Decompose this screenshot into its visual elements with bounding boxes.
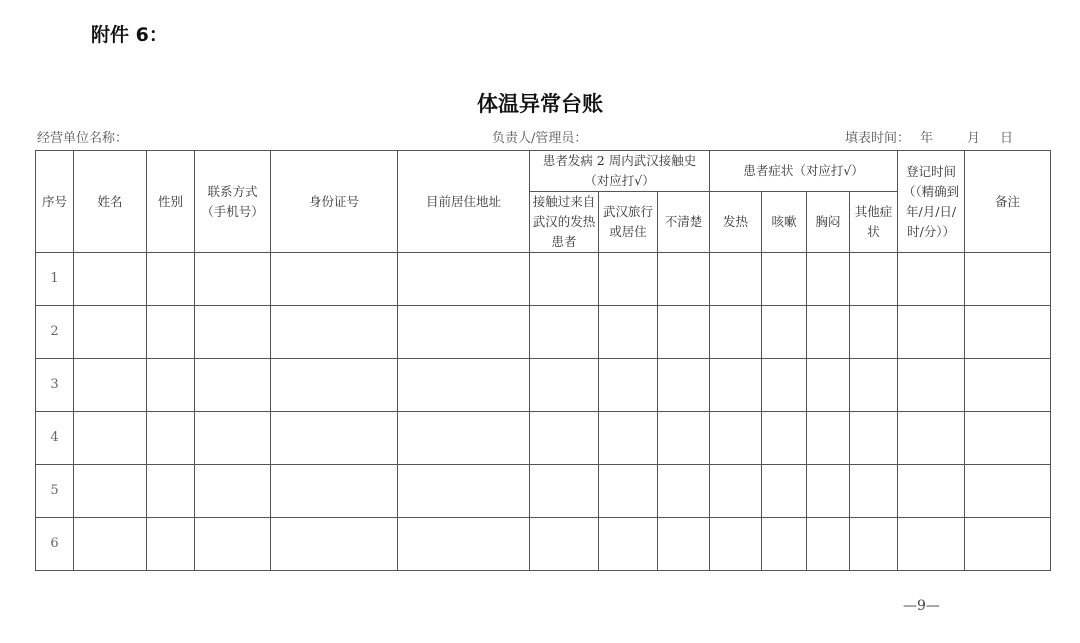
table-cell — [807, 306, 850, 359]
header-symptom-cough: 咳嗽 — [762, 192, 807, 253]
table-cell — [850, 465, 898, 518]
unit-name-field — [37, 127, 128, 146]
header-gender: 性别 — [147, 151, 195, 253]
header-symptoms: 患者症状（对应打√） — [710, 151, 898, 192]
table-cell — [850, 306, 898, 359]
table-cell — [850, 359, 898, 412]
row-seq-number: 4 — [36, 412, 74, 465]
table-cell — [807, 412, 850, 465]
table-cell — [898, 359, 965, 412]
header-history-wuhan-travel: 武汉旅行或居住 — [599, 192, 658, 253]
table-cell — [658, 412, 710, 465]
header-id-number: 身份证号 — [271, 151, 398, 253]
row-seq-number: 6 — [36, 518, 74, 571]
header-history-unclear: 不清楚 — [658, 192, 710, 253]
table-cell — [599, 412, 658, 465]
table-cell — [271, 412, 398, 465]
row-seq-number: 5 — [36, 465, 74, 518]
table-cell — [195, 412, 271, 465]
table-cell — [658, 253, 710, 306]
table-cell — [710, 253, 762, 306]
table-row — [36, 412, 1051, 465]
table-cell — [195, 253, 271, 306]
page-number: —9— — [903, 598, 940, 614]
table-cell — [530, 412, 599, 465]
header-address: 目前居住地址 — [398, 151, 530, 253]
table-cell — [195, 518, 271, 571]
table-cell — [850, 518, 898, 571]
table-cell — [147, 359, 195, 412]
table-cell — [965, 518, 1051, 571]
table-cell — [271, 306, 398, 359]
table-cell — [599, 518, 658, 571]
page-title: 体温异常台账 — [477, 92, 603, 116]
unit-name-label: 经营单位名称： — [37, 131, 129, 146]
table-cell — [398, 518, 530, 571]
table-cell — [898, 518, 965, 571]
month-label: 月 — [967, 131, 981, 146]
table-cell — [898, 306, 965, 359]
header-seq: 序号 — [36, 151, 74, 253]
table-cell — [762, 518, 807, 571]
header-row — [36, 151, 1051, 192]
table-cell — [398, 359, 530, 412]
table-cell — [147, 518, 195, 571]
table-cell — [965, 412, 1051, 465]
row-seq-number: 2 — [36, 306, 74, 359]
table-cell — [710, 412, 762, 465]
row-seq-number: 1 — [36, 253, 74, 306]
table-cell — [710, 306, 762, 359]
table-cell — [398, 412, 530, 465]
table-cell — [658, 306, 710, 359]
table-cell — [147, 465, 195, 518]
manager-label: 负责人/管理员： — [492, 131, 588, 146]
header-registration-time: 登记时间（（精确到年/月/日/时/分）） — [898, 151, 965, 253]
header-remarks: 备注 — [965, 151, 1051, 253]
table-cell — [807, 253, 850, 306]
date-label: 填表时间： — [845, 131, 911, 146]
table-cell — [398, 253, 530, 306]
table-cell — [850, 412, 898, 465]
table-cell — [147, 412, 195, 465]
table-cell — [74, 306, 147, 359]
table-cell — [762, 412, 807, 465]
table-cell — [762, 306, 807, 359]
table-cell — [74, 412, 147, 465]
table-cell — [271, 359, 398, 412]
table-cell — [530, 359, 599, 412]
table-cell — [74, 465, 147, 518]
table-cell — [195, 465, 271, 518]
header-contact: 联系方式（手机号） — [195, 151, 271, 253]
table-cell — [898, 465, 965, 518]
header-symptom-other: 其他症状 — [850, 192, 898, 253]
table-cell — [599, 359, 658, 412]
table-cell — [530, 518, 599, 571]
table-cell — [965, 253, 1051, 306]
table-cell — [74, 359, 147, 412]
table-cell — [965, 465, 1051, 518]
table-row — [36, 465, 1051, 518]
table-cell — [898, 412, 965, 465]
header-symptom-fever: 发热 — [710, 192, 762, 253]
table-cell — [807, 518, 850, 571]
table-cell — [658, 465, 710, 518]
year-label: 年 — [920, 131, 934, 146]
table-cell — [195, 306, 271, 359]
table-row — [36, 518, 1051, 571]
table-cell — [74, 253, 147, 306]
table-cell — [271, 518, 398, 571]
table-cell — [807, 359, 850, 412]
table-cell — [530, 253, 599, 306]
table-cell — [398, 465, 530, 518]
header-symptom-chest-tightness: 胸闷 — [807, 192, 850, 253]
table-cell — [850, 253, 898, 306]
table-cell — [710, 518, 762, 571]
attachment-label: 附件 6： — [91, 24, 168, 46]
table-row — [36, 253, 1051, 306]
table-cell — [807, 465, 850, 518]
table-cell — [658, 518, 710, 571]
header-contact-history: 患者发病 2 周内武汉接触史（对应打√） — [530, 151, 710, 192]
day-label: 日 — [1000, 131, 1014, 146]
table-cell — [599, 306, 658, 359]
table-cell — [898, 253, 965, 306]
table-cell — [710, 465, 762, 518]
row-seq-number: 3 — [36, 359, 74, 412]
table-cell — [762, 465, 807, 518]
table-cell — [658, 359, 710, 412]
table-cell — [195, 359, 271, 412]
header-name: 姓名 — [74, 151, 147, 253]
table-cell — [530, 465, 599, 518]
table-cell — [271, 465, 398, 518]
manager-field — [492, 127, 587, 146]
table-cell — [762, 253, 807, 306]
table-cell — [147, 306, 195, 359]
header-history-wuhan-patient: 接触过来自武汉的发热患者 — [530, 192, 599, 253]
date-field — [845, 127, 1013, 146]
ledger-table — [35, 150, 1051, 571]
table-cell — [74, 518, 147, 571]
table-cell — [599, 465, 658, 518]
table-cell — [710, 359, 762, 412]
table-cell — [762, 359, 807, 412]
table-cell — [530, 306, 599, 359]
table-row — [36, 359, 1051, 412]
table-cell — [965, 306, 1051, 359]
table-row — [36, 306, 1051, 359]
table-cell — [599, 253, 658, 306]
table-cell — [965, 359, 1051, 412]
table-cell — [271, 253, 398, 306]
table-cell — [398, 306, 530, 359]
table-cell — [147, 253, 195, 306]
